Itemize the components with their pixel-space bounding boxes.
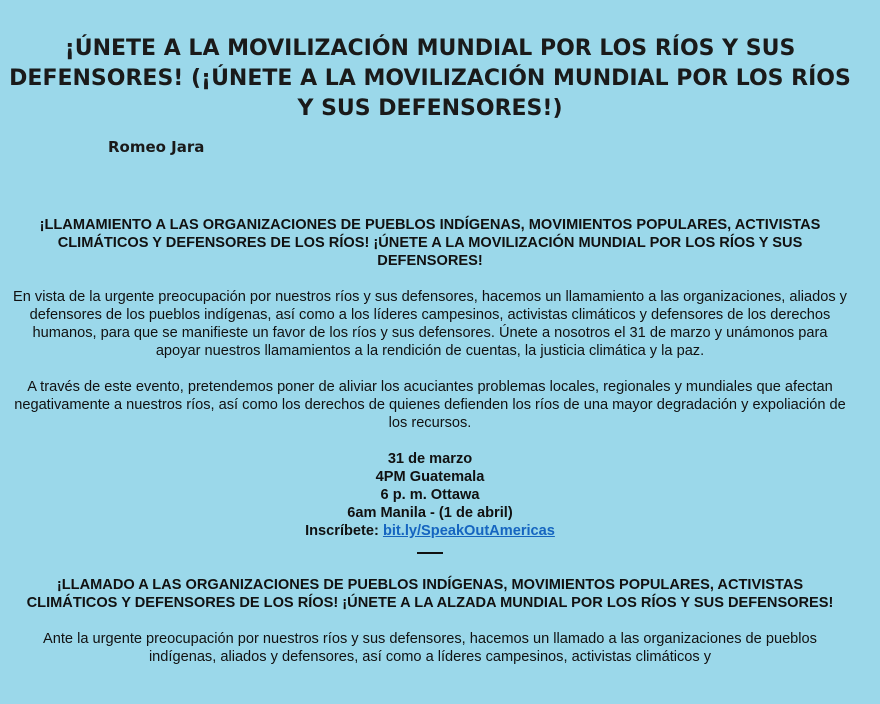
event-details (10, 450, 850, 540)
article-body (10, 216, 850, 684)
section2-heading: ¡LLAMADO A LAS ORGANIZACIONES DE PUEBLOS INDÍGENAS, MOVIMIENTOS POPULARES, ACTIVISTAS CLIMÁTICOS Y DEFENSORES DE LOS RÍOS! ¡ÚNETE A LA ALZADA MUNDIAL POR LOS RÍOS Y SUS DEFENSORES! (26, 577, 834, 611)
event-time-manila: 6am Manila - (1 de abril) (347, 505, 513, 521)
section1-paragraph-2: A través de este evento, pretendemos poner de aliviar los acuciantes problemas locales, regionales y mundiales que afectan negativamente a nuestros ríos, así como los derechos de quienes defienden los ríos de una mayor degradación y expoliación de los recursos. (14, 379, 846, 431)
article-author: Romeo Jara (108, 138, 205, 156)
section2-paragraph-1: Ante la urgente preocupación por nuestros ríos y sus defensores, hacemos un llamado a las organizaciones de pueblos indígenas, aliados y defensores, así como a líderes campesinos, activistas climáticos y (43, 631, 817, 665)
register-label: Inscríbete: (305, 523, 379, 539)
event-time-guatemala: 4PM Guatemala (375, 469, 485, 485)
register-link[interactable]: bit.ly/SpeakOutAmericas (382, 523, 555, 539)
event-time-ottawa: 6 p. m. Ottawa (380, 487, 480, 503)
section1-heading: ¡LLAMAMIENTO A LAS ORGANIZACIONES DE PUEBLOS INDÍGENAS, MOVIMIENTOS POPULARES, ACTIVISTAS CLIMÁTICOS Y DEFENSORES DE LOS RÍOS! ¡ÚNETE A LA MOVILIZACIÓN MUNDIAL POR LOS RÍOS Y SUS DEFENSORES! (39, 217, 821, 269)
article-title: ¡ÚNETE A LA MOVILIZACIÓN MUNDIAL POR LOS RÍOS Y SUS DEFENSORES! (¡ÚNETE A LA MOVILIZACIÓN MUNDIAL POR LOS RÍOS Y SUS DEFENSORES!) (9, 36, 851, 121)
section-divider (417, 552, 443, 554)
section1-paragraph-1: En vista de la urgente preocupación por nuestros ríos y sus defensores, hacemos un llamamiento a las organizaciones, aliados y defensores de los pueblos indígenas, así como a los líderes campesinos, activistas climáticos y defensores de los derechos humanos, para que se manifieste un favor de los ríos y sus defensores. Únete a nosotros el 31 de marzo y unámonos para apoyar nuestros llamamientos a la rendición de cuentas, la justicia climática y la paz. (13, 289, 847, 359)
event-date: 31 de marzo (387, 451, 473, 467)
event-registration (10, 522, 850, 540)
